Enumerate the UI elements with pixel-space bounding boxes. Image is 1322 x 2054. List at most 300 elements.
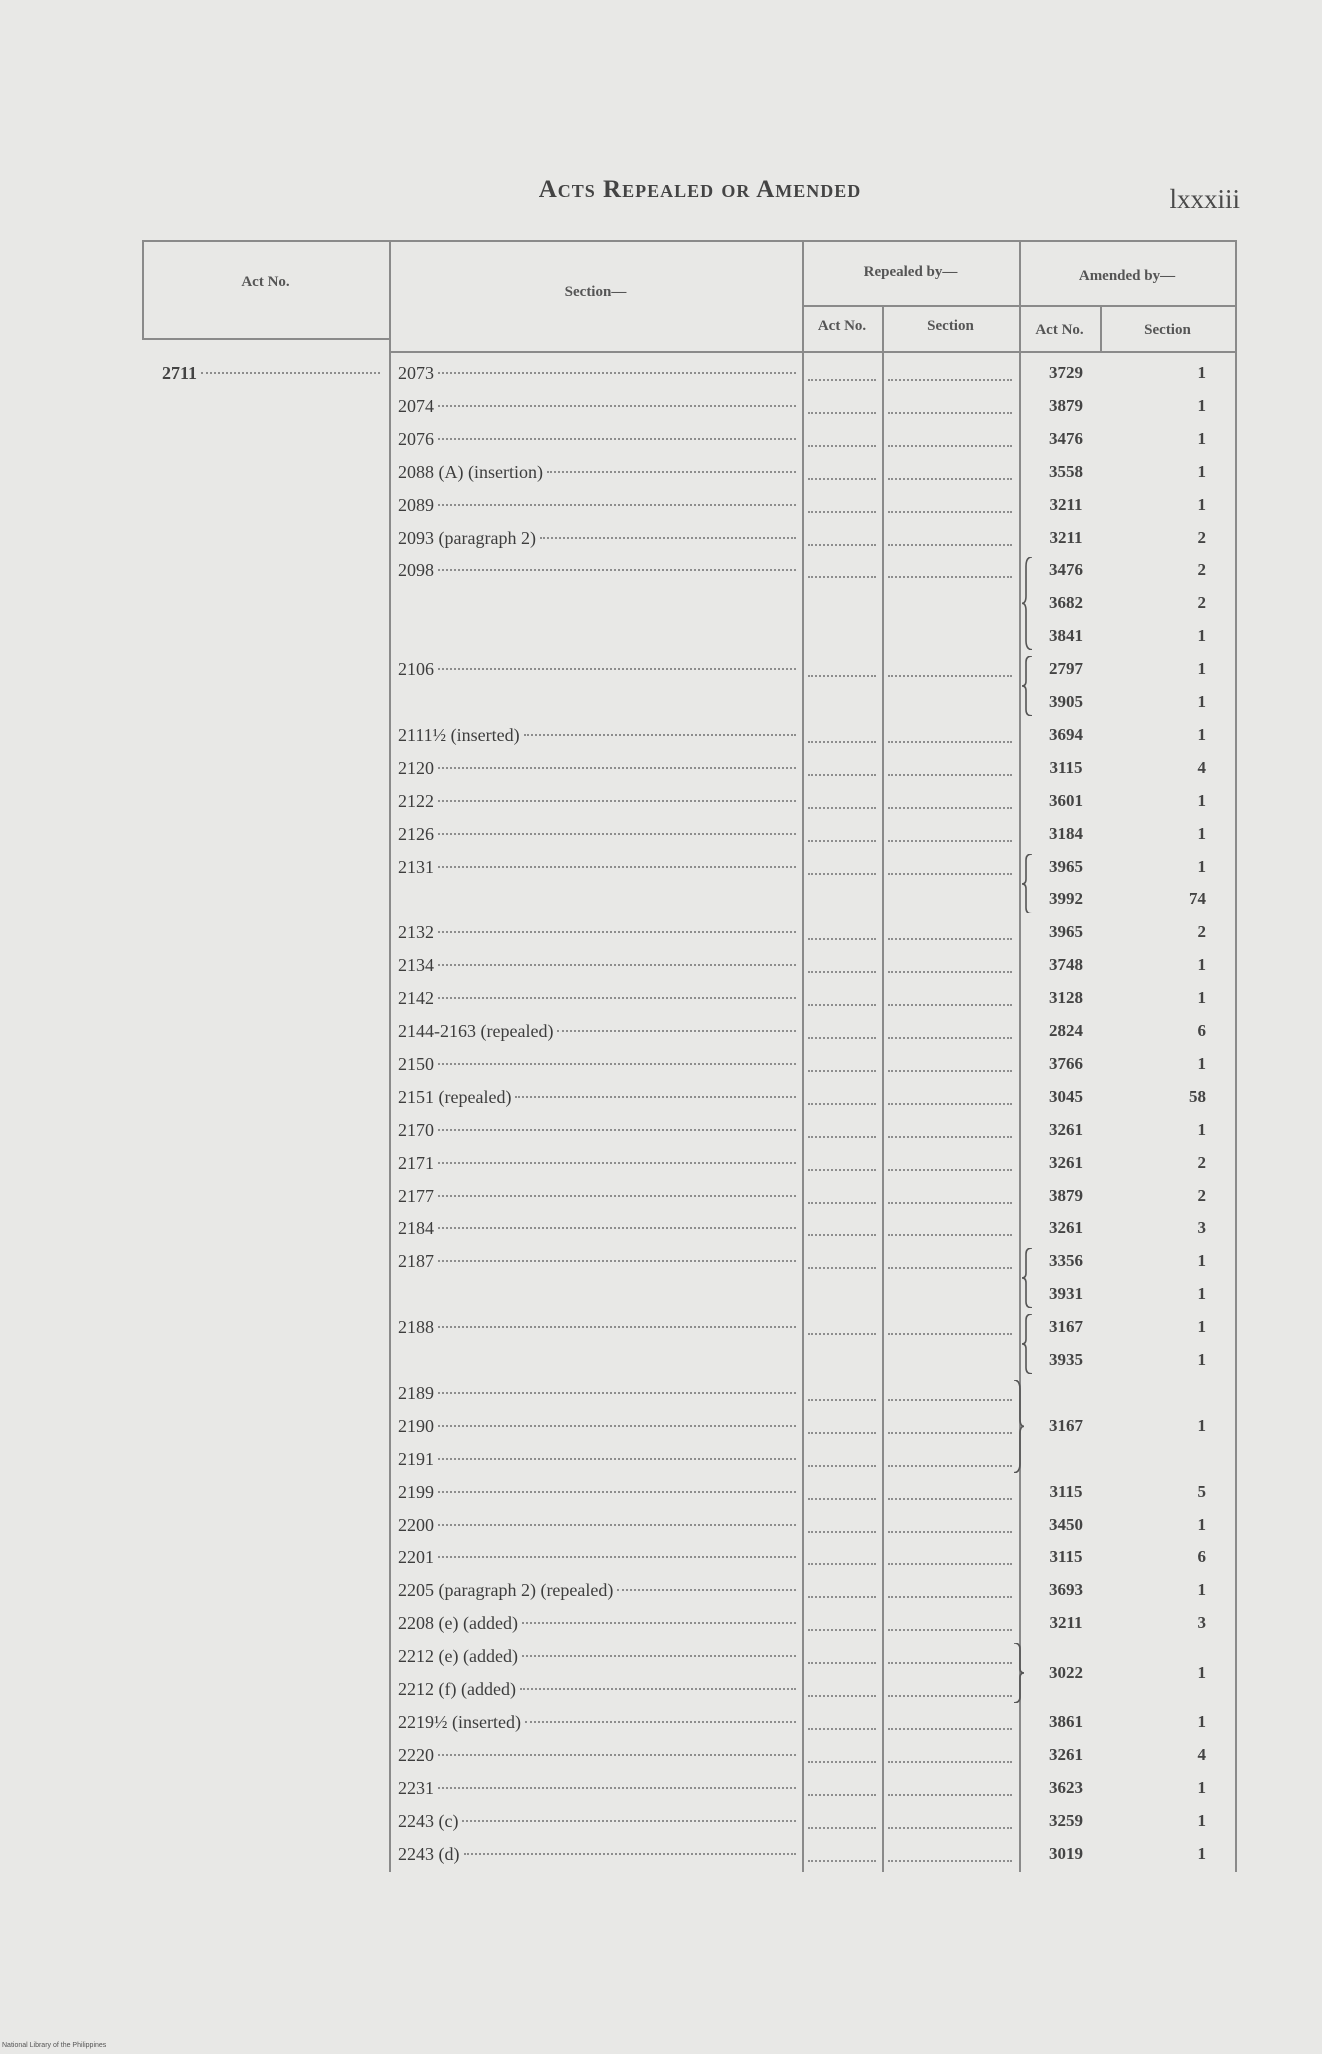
- section-entry: [398, 1147, 796, 1180]
- table-row: [0, 1081, 1322, 1114]
- section-leader: [438, 1392, 796, 1394]
- section-entry: [398, 1673, 796, 1706]
- amended-act-no: 3879: [1049, 395, 1083, 415]
- repealed-act-leader: [808, 1037, 876, 1039]
- amended-act-no: 3766: [1049, 1053, 1083, 1073]
- section-entry: [398, 719, 796, 752]
- section-entry: [398, 357, 796, 390]
- section-label: 2177: [398, 1185, 434, 1206]
- table-row: [0, 1509, 1322, 1542]
- section-leader: [522, 1655, 796, 1657]
- table-row: [0, 1311, 1322, 1377]
- repealed-act-leader: [808, 1662, 876, 1664]
- group-brace-left: [1022, 1248, 1034, 1308]
- section-leader: [438, 1162, 796, 1164]
- repealed-section-leader: [888, 1103, 1012, 1105]
- section-label: 2132: [398, 922, 434, 943]
- repealed-act-leader: [808, 1695, 876, 1697]
- repealed-section-leader: [888, 1169, 1012, 1171]
- section-leader: [438, 1425, 796, 1427]
- table-row: [0, 1805, 1322, 1838]
- repealed-section-leader: [888, 576, 1012, 578]
- amended-act-no: 3115: [1049, 757, 1083, 777]
- header-amended-by: Amended by—: [1078, 268, 1176, 284]
- section-entry: [398, 1015, 796, 1048]
- section-entry: [398, 1838, 796, 1871]
- repealed-act-leader: [808, 1333, 876, 1335]
- section-label: 2144-2163 (repealed): [398, 1021, 554, 1041]
- section-leader: [438, 1195, 796, 1197]
- amended-section-no: 1: [1197, 626, 1206, 646]
- section-leader: [522, 1622, 796, 1624]
- section-leader: [524, 734, 796, 736]
- section-label: 2190: [398, 1415, 434, 1436]
- repealed-section-leader: [888, 741, 1012, 743]
- repealed-section-leader: [888, 938, 1012, 940]
- repealed-act-leader: [808, 938, 876, 940]
- page-title: Acts Repealed or Amended: [538, 176, 862, 203]
- repealed-section-leader: [888, 412, 1012, 414]
- amended-act-no: 3045: [1049, 1086, 1083, 1106]
- repealed-section-leader: [888, 1432, 1012, 1434]
- section-label: 2131: [398, 856, 434, 877]
- group-brace-right: [1012, 1380, 1024, 1473]
- amended-section-no: 2: [1197, 1152, 1206, 1172]
- table-row: [0, 489, 1322, 522]
- section-label: 2220: [398, 1744, 434, 1765]
- section-leader: [617, 1589, 796, 1591]
- section-entry: [398, 522, 796, 555]
- table-row: [0, 1048, 1322, 1081]
- amended-section-no: 1: [1197, 1251, 1206, 1271]
- group-brace-left: [1022, 1314, 1034, 1374]
- repealed-act-leader: [808, 1761, 876, 1763]
- amended-act-no: 3931: [1049, 1284, 1083, 1304]
- repealed-act-leader: [808, 1202, 876, 1204]
- section-leader: [438, 1227, 796, 1229]
- repealed-act-leader: [808, 971, 876, 973]
- table-row: [0, 390, 1322, 423]
- repealed-act-leader: [808, 1498, 876, 1500]
- section-label: 2076: [398, 428, 434, 449]
- section-leader: [438, 1556, 796, 1558]
- amended-section-no: 1: [1197, 1662, 1206, 1682]
- amended-section-no: 1: [1197, 428, 1206, 448]
- table-row: [0, 1212, 1322, 1245]
- header-repealed-section: Section: [927, 318, 974, 334]
- amended-section-no: 1: [1197, 659, 1206, 679]
- section-label: 2243 (c): [398, 1810, 459, 1831]
- repealed-section-leader: [888, 675, 1012, 677]
- repealed-section-leader: [888, 1563, 1012, 1565]
- table-row: [0, 1180, 1322, 1213]
- repealed-act-leader: [808, 1432, 876, 1434]
- amended-section-no: 1: [1197, 724, 1206, 744]
- repealed-section-leader: [888, 1596, 1012, 1598]
- section-leader: [438, 964, 796, 966]
- repealed-act-leader: [808, 840, 876, 842]
- section-entry: [398, 851, 796, 884]
- table-row: [0, 1476, 1322, 1509]
- amended-act-no: 3476: [1049, 428, 1083, 448]
- section-entry: [398, 1607, 796, 1640]
- section-leader: [438, 504, 796, 506]
- amended-section-no: 2: [1197, 527, 1206, 547]
- repealed-section-leader: [888, 445, 1012, 447]
- section-entry: [398, 489, 796, 522]
- section-entry: [398, 653, 796, 686]
- repealed-act-leader: [808, 1728, 876, 1730]
- repealed-act-leader: [808, 741, 876, 743]
- section-entry: [398, 752, 796, 785]
- group-brace-left: [1022, 557, 1034, 650]
- section-label: 2089: [398, 494, 434, 515]
- table-row: [0, 1147, 1322, 1180]
- amended-act-no: 3115: [1049, 1547, 1083, 1567]
- amended-act-no: 3167: [1049, 1317, 1083, 1337]
- table-row: [0, 1114, 1322, 1147]
- section-label: 2142: [398, 988, 434, 1009]
- amended-section-no: 1: [1197, 1514, 1206, 1534]
- repealed-section-leader: [888, 1004, 1012, 1006]
- section-leader: [540, 537, 796, 539]
- table-row: [0, 1607, 1322, 1640]
- amended-section-no: 1: [1197, 823, 1206, 843]
- group-brace-left: [1022, 854, 1034, 914]
- table-row: [0, 1541, 1322, 1574]
- amended-act-no: 3601: [1049, 790, 1083, 810]
- section-label: 2201: [398, 1547, 434, 1568]
- section-label: 2212 (f) (added): [398, 1678, 516, 1699]
- table-row: [0, 851, 1322, 917]
- section-label: 2219½ (inserted): [398, 1711, 521, 1732]
- section-label: 2205 (paragraph 2) (repealed): [398, 1580, 614, 1601]
- amended-act-no: 3019: [1049, 1843, 1083, 1863]
- amended-act-no: 3935: [1049, 1349, 1083, 1369]
- header-section: Section—: [564, 284, 627, 300]
- repealed-section-leader: [888, 379, 1012, 381]
- repealed-act-leader: [808, 412, 876, 414]
- repealed-act-leader: [808, 675, 876, 677]
- amended-act-no: 3476: [1049, 560, 1083, 580]
- amended-act-no: 3861: [1049, 1711, 1083, 1731]
- section-leader: [438, 372, 796, 374]
- repealed-act-leader: [808, 1267, 876, 1269]
- repealed-section-leader: [888, 544, 1012, 546]
- repealed-section-leader: [888, 1465, 1012, 1467]
- section-leader: [438, 1326, 796, 1328]
- amended-section-no: 1: [1197, 1349, 1206, 1369]
- section-entry: [398, 1640, 796, 1673]
- footer-credit: National Library of the Philippines: [2, 2042, 107, 2049]
- amended-section-no: 1: [1197, 1119, 1206, 1139]
- section-label: 2171: [398, 1152, 434, 1173]
- section-label: 2184: [398, 1218, 434, 1239]
- section-label: 2231: [398, 1777, 434, 1798]
- section-entry: [398, 554, 796, 587]
- repealed-section-leader: [888, 1498, 1012, 1500]
- repealed-act-leader: [808, 511, 876, 513]
- amended-act-no: 3558: [1049, 461, 1083, 481]
- section-entry: [398, 818, 796, 851]
- section-label: 2188: [398, 1317, 434, 1338]
- section-label: 2073: [398, 363, 434, 383]
- repealed-section-leader: [888, 1333, 1012, 1335]
- repealed-act-leader: [808, 1629, 876, 1631]
- repealed-section-leader: [888, 1662, 1012, 1664]
- table-row: [0, 982, 1322, 1015]
- repealed-section-leader: [888, 1136, 1012, 1138]
- amended-section-no: 74: [1189, 889, 1206, 909]
- repealed-section-leader: [888, 1070, 1012, 1072]
- repealed-section-leader: [888, 478, 1012, 480]
- table-row: [0, 1739, 1322, 1772]
- section-leader: [464, 1853, 797, 1855]
- repealed-act-leader: [808, 1169, 876, 1171]
- table-row: [0, 752, 1322, 785]
- header-amended-act-no: Act No.: [1035, 322, 1084, 338]
- section-label: 2134: [398, 955, 434, 976]
- section-leader: [515, 1096, 796, 1098]
- section-entry: [398, 1081, 796, 1114]
- section-entry: [398, 1180, 796, 1213]
- section-entry: [398, 1541, 796, 1574]
- section-label: 2088 (A) (insertion): [398, 461, 543, 482]
- section-entry: [398, 1739, 796, 1772]
- section-leader: [438, 1458, 796, 1460]
- section-entry: [398, 916, 796, 949]
- amended-section-no: 1: [1197, 1810, 1206, 1830]
- amended-act-no: 3841: [1049, 626, 1083, 646]
- repealed-section-leader: [888, 774, 1012, 776]
- table-row: [0, 1838, 1322, 1871]
- table-row: [0, 653, 1322, 719]
- amended-act-no: 3450: [1049, 1514, 1083, 1534]
- amended-section-no: 1: [1197, 955, 1206, 975]
- amended-section-no: 4: [1197, 1744, 1206, 1764]
- amended-section-no: 2: [1197, 560, 1206, 580]
- section-leader: [462, 1820, 796, 1822]
- repealed-section-leader: [888, 1629, 1012, 1631]
- repealed-act-leader: [808, 1136, 876, 1138]
- section-leader: [438, 931, 796, 933]
- amended-section-no: 1: [1197, 988, 1206, 1008]
- section-label: 2098: [398, 560, 434, 581]
- header-repealed-by: Repealed by—: [863, 264, 958, 280]
- repealed-act-leader: [808, 445, 876, 447]
- repealed-section-leader: [888, 1267, 1012, 1269]
- repealed-act-leader: [808, 1794, 876, 1796]
- section-entry: [398, 390, 796, 423]
- section-entry: [398, 1805, 796, 1838]
- amended-section-no: 58: [1189, 1086, 1206, 1106]
- repealed-section-leader: [888, 1399, 1012, 1401]
- table-row: [0, 357, 1322, 390]
- amended-section-no: 6: [1197, 1021, 1206, 1040]
- table-row: [0, 522, 1322, 555]
- table-row: [0, 1015, 1322, 1048]
- repealed-act-leader: [808, 379, 876, 381]
- section-label: 2151 (repealed): [398, 1086, 512, 1107]
- section-label: 2208 (e) (added): [398, 1613, 518, 1634]
- amended-act-no: 3693: [1049, 1580, 1083, 1600]
- table-row: [0, 949, 1322, 982]
- amended-section-no: 2: [1197, 922, 1206, 942]
- section-leader: [547, 471, 796, 473]
- repealed-section-leader: [888, 1860, 1012, 1862]
- table-row: [0, 1377, 1322, 1476]
- amended-act-no: 3211: [1049, 494, 1083, 514]
- section-label: 2170: [398, 1119, 434, 1140]
- amended-section-no: 1: [1197, 1317, 1206, 1337]
- repealed-act-leader: [808, 1399, 876, 1401]
- amended-section-no: 2: [1197, 593, 1206, 613]
- table-row: [0, 916, 1322, 949]
- header-amended-section: Section: [1144, 322, 1191, 338]
- header-act-no: Act No.: [241, 274, 290, 290]
- amended-act-no: 3682: [1049, 593, 1083, 613]
- section-entry: [398, 1509, 796, 1542]
- section-leader: [438, 668, 796, 670]
- section-leader: [438, 569, 796, 571]
- section-entry: [398, 1706, 796, 1739]
- repealed-act-leader: [808, 1234, 876, 1236]
- amended-section-no: 5: [1197, 1481, 1206, 1501]
- section-label: 2106: [398, 659, 434, 680]
- repealed-section-leader: [888, 511, 1012, 513]
- table-row: [0, 456, 1322, 489]
- repealed-act-leader: [808, 1596, 876, 1598]
- section-entry: [398, 1476, 796, 1509]
- group-brace-left: [1022, 656, 1034, 716]
- section-label: 2111½ (inserted): [398, 724, 520, 745]
- section-leader: [438, 866, 796, 868]
- section-entry: [398, 982, 796, 1015]
- repealed-act-leader: [808, 1860, 876, 1862]
- amended-act-no: 3261: [1049, 1744, 1083, 1764]
- section-entry: [398, 1574, 796, 1607]
- table-row: [0, 1640, 1322, 1706]
- repealed-section-leader: [888, 971, 1012, 973]
- repealed-act-leader: [808, 774, 876, 776]
- repealed-section-leader: [888, 1728, 1012, 1730]
- table-row: [0, 785, 1322, 818]
- amended-section-no: 2: [1197, 1185, 1206, 1205]
- amended-section-no: 1: [1197, 461, 1206, 481]
- amended-section-no: 3: [1197, 1613, 1206, 1633]
- section-label: 2243 (d): [398, 1843, 460, 1864]
- amended-section-no: 6: [1197, 1547, 1206, 1567]
- amended-act-no: 2797: [1049, 659, 1083, 679]
- repealed-section-leader: [888, 1202, 1012, 1204]
- section-label: 2189: [398, 1382, 434, 1403]
- repealed-act-leader: [808, 576, 876, 578]
- amended-section-no: 1: [1197, 363, 1206, 382]
- repealed-act-leader: [808, 478, 876, 480]
- section-leader: [438, 767, 796, 769]
- section-entry: [398, 1772, 796, 1805]
- repealed-act-leader: [808, 1531, 876, 1533]
- amended-act-no: 2824: [1049, 1021, 1083, 1040]
- section-leader: [520, 1688, 796, 1690]
- section-leader: [557, 1030, 796, 1032]
- amended-section-no: 1: [1197, 691, 1206, 711]
- amended-act-no: 3992: [1049, 889, 1083, 909]
- section-label: 2187: [398, 1251, 434, 1272]
- repealed-section-leader: [888, 1695, 1012, 1697]
- repealed-act-leader: [808, 807, 876, 809]
- amended-section-no: 1: [1197, 395, 1206, 415]
- section-entry: [398, 1443, 796, 1476]
- table-row: [0, 423, 1322, 456]
- amended-section-no: 1: [1197, 1415, 1206, 1435]
- section-entry: [398, 456, 796, 489]
- table-row: [0, 1706, 1322, 1739]
- repealed-section-leader: [888, 840, 1012, 842]
- amended-section-no: 1: [1197, 1843, 1206, 1863]
- section-leader: [438, 800, 796, 802]
- section-label: 2191: [398, 1448, 434, 1469]
- repealed-section-leader: [888, 1037, 1012, 1039]
- repealed-act-leader: [808, 1465, 876, 1467]
- section-leader: [438, 1491, 796, 1493]
- section-leader: [438, 405, 796, 407]
- table-row: [0, 554, 1322, 653]
- act-no-value: 2711: [162, 363, 198, 383]
- repealed-section-leader: [888, 873, 1012, 875]
- amended-act-no: 3965: [1049, 922, 1083, 942]
- amended-act-no: 3211: [1049, 527, 1083, 547]
- section-label: 2199: [398, 1481, 434, 1502]
- repealed-section-leader: [888, 1761, 1012, 1763]
- amended-section-no: 1: [1197, 856, 1206, 876]
- section-entry: [398, 1377, 796, 1410]
- table-row: [0, 1772, 1322, 1805]
- repealed-act-leader: [808, 873, 876, 875]
- amended-section-no: 1: [1197, 1053, 1206, 1073]
- amended-section-no: 1: [1197, 1777, 1206, 1797]
- repealed-act-leader: [808, 1827, 876, 1829]
- repealed-act-leader: [808, 1563, 876, 1565]
- amended-section-no: 1: [1197, 1284, 1206, 1304]
- section-leader: [438, 1754, 796, 1756]
- section-label: 2122: [398, 790, 434, 811]
- amended-section-no: 1: [1197, 494, 1206, 514]
- section-leader: [438, 1787, 796, 1789]
- amended-act-no: 3022: [1049, 1662, 1083, 1682]
- section-leader: [438, 997, 796, 999]
- amended-section-no: 1: [1197, 1580, 1206, 1600]
- amended-act-no: 3128: [1049, 988, 1083, 1008]
- section-entry: [398, 949, 796, 982]
- section-entry: [398, 1048, 796, 1081]
- header-repealed-act-no: Act No.: [817, 318, 867, 334]
- amended-act-no: 3694: [1049, 724, 1083, 744]
- section-leader: [438, 1129, 796, 1131]
- repealed-section-leader: [888, 1794, 1012, 1796]
- amended-act-no: 3261: [1049, 1152, 1083, 1172]
- amended-act-no: 3211: [1049, 1613, 1083, 1633]
- amended-section-no: 1: [1197, 790, 1206, 810]
- section-label: 2200: [398, 1514, 434, 1535]
- section-entry: [398, 423, 796, 456]
- section-entry: [398, 1245, 796, 1278]
- page-number: lxxxiii: [1169, 184, 1240, 214]
- amended-act-no: 3259: [1049, 1810, 1083, 1830]
- section-leader: [438, 833, 796, 835]
- repealed-section-leader: [888, 1531, 1012, 1533]
- section-label: 2093 (paragraph 2): [398, 527, 536, 548]
